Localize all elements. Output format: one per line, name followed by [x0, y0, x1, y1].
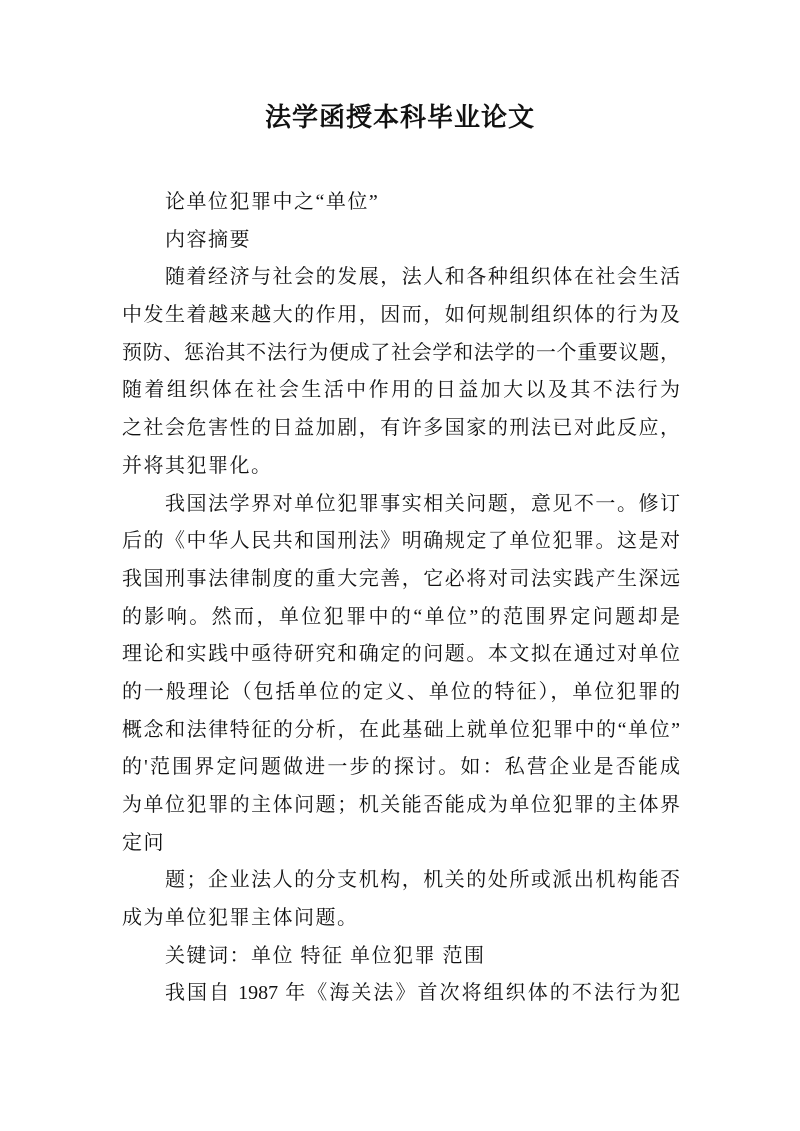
paragraph-line: 预防、惩治其不法行为便成了社会学和法学的一个重要议题，	[122, 341, 680, 364]
paragraph-line: 我国自 1987 年《海关法》首次将组织体的不法行为犯	[165, 982, 680, 1005]
paragraph-line: 的一般理论（包括单位的定义、单位的特征），单位犯罪的	[122, 680, 680, 703]
paragraph-line: 我国刑事法律制度的重大完善，它必将对司法实践产生深远	[122, 567, 680, 590]
paper-subtitle: 论单位犯罪中之“单位”	[165, 191, 380, 213]
paragraph-line: 的影响。然而，单位犯罪中的“单位”的范围界定问题却是	[122, 605, 680, 628]
paragraph-line: 中发生着越来越大的作用，因而，如何规制组织体的行为及	[122, 304, 680, 327]
paragraph-line: 题；企业法人的分支机构，机关的处所或派出机构能否	[165, 869, 680, 892]
abstract-heading: 内容摘要	[165, 228, 251, 251]
document-body	[122, 184, 680, 1013]
paragraph-line: 我国法学界对单位犯罪事实相关问题，意见不一。修订	[165, 492, 680, 515]
paragraph-line: 之社会危害性的日益加剧，有许多国家的刑法已对此反应，	[122, 417, 680, 440]
paragraph-line: 的'范围界定问题做进一步的探讨。如：私营企业是否能成	[122, 756, 680, 779]
keywords-line: 关键词：单位 特征 单位犯罪 范围	[165, 944, 486, 967]
paragraph-line: 并将其犯罪化。	[122, 454, 273, 477]
paragraph-line: 后的《中华人民共和国刑法》明确规定了单位犯罪。这是对	[122, 530, 680, 553]
paragraph-line: 成为单位犯罪主体问题。	[122, 907, 359, 930]
paragraph-line: 理论和实践中亟待研究和确定的问题。本文拟在通过对单位	[122, 643, 680, 666]
paragraph-line: 随着组织体在社会生活中作用的日益加大以及其不法行为	[122, 379, 680, 402]
document-title: 法学函授本科毕业论文	[264, 103, 535, 132]
paragraph-line: 随着经济与社会的发展，法人和各种组织体在社会生活	[165, 266, 680, 289]
paragraph-line: 概念和法律特征的分析，在此基础上就单位犯罪中的“单位”	[122, 718, 680, 741]
paragraph-line: 为单位犯罪的主体问题；机关能否能成为单位犯罪的主体界	[122, 794, 680, 816]
paragraph-line: 定问	[122, 831, 165, 854]
